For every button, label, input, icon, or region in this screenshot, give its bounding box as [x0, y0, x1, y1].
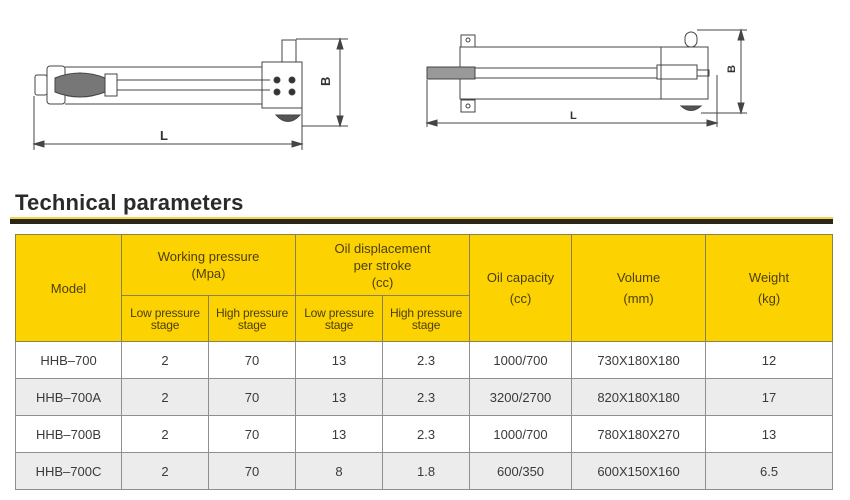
- dimension-label-b: B: [318, 76, 333, 86]
- cell-weight: 17: [706, 379, 833, 416]
- header-unit: (cc): [509, 291, 532, 306]
- table-row: [16, 416, 833, 453]
- dimension-label-l: L: [160, 128, 168, 143]
- cell-wp-low: 2: [122, 379, 209, 416]
- technical-parameters-table: [15, 234, 833, 490]
- header-label: Low pressure: [130, 305, 200, 320]
- dimension-label-l: L: [570, 110, 577, 122]
- cell-wp-high: 70: [209, 342, 296, 379]
- cell-model: HHB–700C: [16, 453, 122, 490]
- cell-od-high: 2.3: [383, 379, 470, 416]
- cell-wp-low: 2: [122, 342, 209, 379]
- header-label: Low pressure: [304, 305, 374, 320]
- cell-wp-high: 70: [209, 416, 296, 453]
- header-label: Weight: [748, 270, 790, 285]
- header-oil-capacity: [470, 235, 572, 342]
- cell-od-low: 8: [296, 453, 383, 490]
- header-label: Volume: [616, 270, 661, 285]
- cell-weight: 6.5: [706, 453, 833, 490]
- cell-weight: 13: [706, 416, 833, 453]
- header-label: High pressure: [215, 305, 289, 320]
- cell-oil-capacity: 3200/2700: [470, 379, 572, 416]
- header-model: Model: [16, 235, 122, 342]
- cell-wp-low: 2: [122, 416, 209, 453]
- subheader-wp-low: [122, 296, 209, 342]
- subheader-od-high: [383, 296, 470, 342]
- cell-model: HHB–700B: [16, 416, 122, 453]
- cell-volume: 820X180X180: [572, 379, 706, 416]
- header-row: [16, 235, 833, 296]
- cell-wp-high: 70: [209, 453, 296, 490]
- cell-oil-capacity: 1000/700: [470, 342, 572, 379]
- hand-pump-drawing-right: [425, 25, 765, 135]
- header-label: stage: [150, 317, 180, 332]
- hand-pump-drawing-left: [30, 30, 350, 150]
- header-unit: (kg): [757, 291, 781, 306]
- section-title: Technical parameters: [15, 190, 244, 215]
- header-label: stage: [411, 317, 441, 332]
- header-working-pressure: [122, 235, 296, 296]
- header-label: stage: [237, 317, 267, 332]
- cell-volume: 600X150X160: [572, 453, 706, 490]
- table-row: [16, 453, 833, 490]
- header-oil-displacement: [296, 235, 470, 296]
- dimension-label-b: B: [726, 65, 738, 73]
- cell-od-high: 2.3: [383, 342, 470, 379]
- subheader-wp-high: [209, 296, 296, 342]
- table-row: [16, 342, 833, 379]
- header-label: Oil displacement: [334, 240, 431, 256]
- cell-weight: 12: [706, 342, 833, 379]
- header-label: High pressure: [389, 305, 463, 320]
- cell-wp-high: 70: [209, 379, 296, 416]
- header-label: Oil capacity: [486, 270, 555, 285]
- header-unit: (cc): [371, 274, 394, 290]
- header-label: per stroke: [353, 257, 412, 273]
- header-label: Working pressure: [157, 249, 260, 264]
- cell-volume: 780X180X270: [572, 416, 706, 453]
- header-volume: [572, 235, 706, 342]
- cell-od-high: 2.3: [383, 416, 470, 453]
- cell-od-low: 13: [296, 379, 383, 416]
- cell-oil-capacity: 1000/700: [470, 416, 572, 453]
- table-row: [16, 379, 833, 416]
- cell-model: HHB–700A: [16, 379, 122, 416]
- cell-model: HHB–700: [16, 342, 122, 379]
- cell-od-low: 13: [296, 416, 383, 453]
- cell-wp-low: 2: [122, 453, 209, 490]
- cell-oil-capacity: 600/350: [470, 453, 572, 490]
- cell-volume: 730X180X180: [572, 342, 706, 379]
- header-unit: (Mpa): [191, 266, 226, 281]
- header-label: stage: [324, 317, 354, 332]
- header-unit: (mm): [623, 291, 654, 306]
- cell-od-low: 13: [296, 342, 383, 379]
- cell-od-high: 1.8: [383, 453, 470, 490]
- subheader-od-low: [296, 296, 383, 342]
- header-weight: [706, 235, 833, 342]
- title-underline: [10, 219, 833, 224]
